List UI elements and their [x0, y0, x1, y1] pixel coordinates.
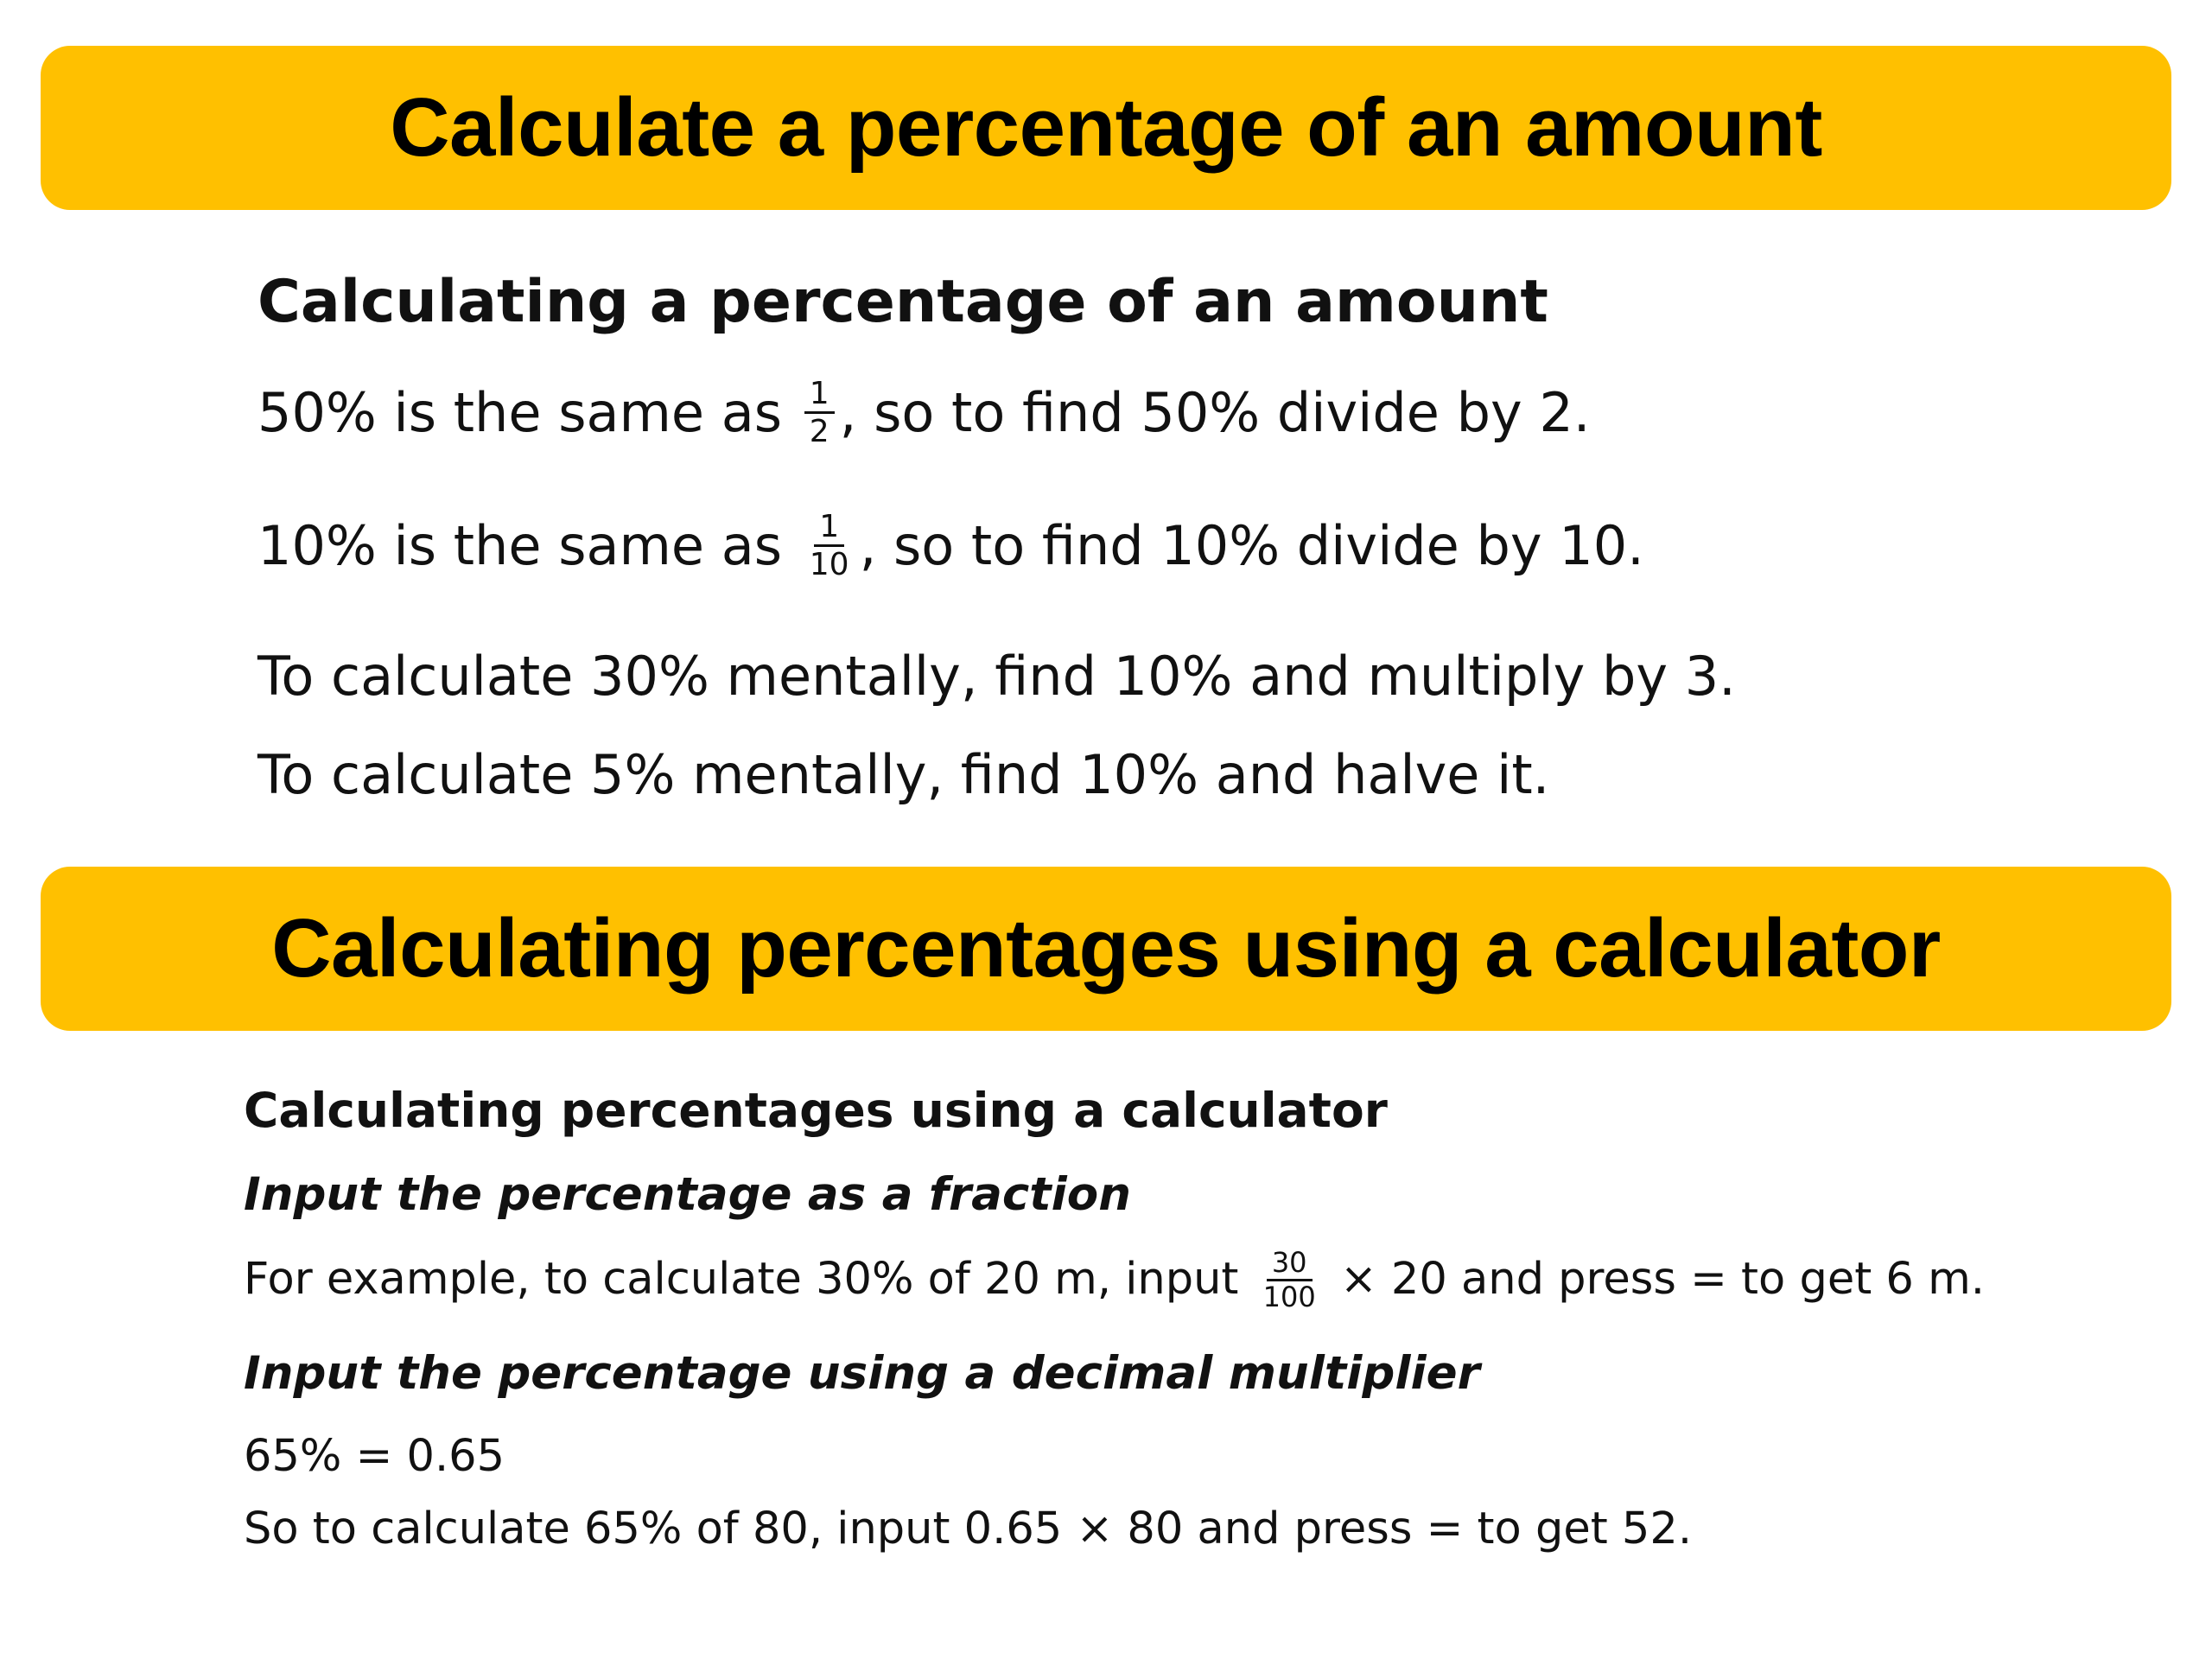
fraction-example-line	[244, 1247, 1985, 1313]
fraction-denominator: 10	[809, 547, 849, 583]
fraction-line-half	[257, 376, 1736, 450]
section-1-content	[257, 264, 1736, 839]
line-text-after: × 20 and press = to get 6 m.	[1339, 1254, 1985, 1306]
title-banner-1	[41, 46, 2171, 210]
mental-5-line: To calculate 5% mentally, find 10% and halve it.	[257, 742, 1550, 806]
line-text-before: 10% is the same as	[257, 513, 783, 577]
fraction-numerator: 1	[804, 376, 835, 414]
section-2-content	[244, 1076, 1985, 1590]
fraction-numerator: 30	[1267, 1247, 1313, 1281]
banner-1-title: Calculate a percentage of an amount	[390, 81, 1822, 174]
line-text-before: 50% is the same as	[257, 380, 783, 444]
title-banner-2	[41, 867, 2171, 1031]
subheading-decimal: Input the percentage using a decimal multiplier	[244, 1346, 1480, 1400]
fraction-one-tenth	[804, 509, 855, 583]
fraction-denominator: 100	[1262, 1280, 1316, 1313]
mental-30-line: To calculate 30% mentally, find 10% and multiply by 3.	[257, 644, 1736, 708]
line-text-after: , so to find 50% divide by 2.	[839, 380, 1591, 444]
line-text-before: For example, to calculate 30% of 20 m, input	[244, 1254, 1239, 1306]
fraction-denominator: 2	[809, 414, 830, 450]
decimal-equivalence-line: 65% = 0.65	[244, 1430, 505, 1482]
fraction-thirty-hundredths	[1258, 1247, 1321, 1313]
line-text-after: , so to find 10% divide by 10.	[859, 513, 1644, 577]
section-1-heading: Calculating a percentage of an amount	[257, 268, 1548, 336]
banner-2-title: Calculating percentages using a calculator	[271, 902, 1941, 995]
fraction-line-tenth	[257, 509, 1736, 583]
decimal-example-line: So to calculate 65% of 80, input 0.65 × 80 and press = to get 52.	[244, 1503, 1693, 1554]
section-2-heading: Calculating percentages using a calculator	[244, 1083, 1388, 1138]
subheading-fraction: Input the percentage as a fraction	[244, 1168, 1131, 1221]
fraction-one-half	[804, 376, 835, 450]
fraction-numerator: 1	[814, 509, 844, 547]
